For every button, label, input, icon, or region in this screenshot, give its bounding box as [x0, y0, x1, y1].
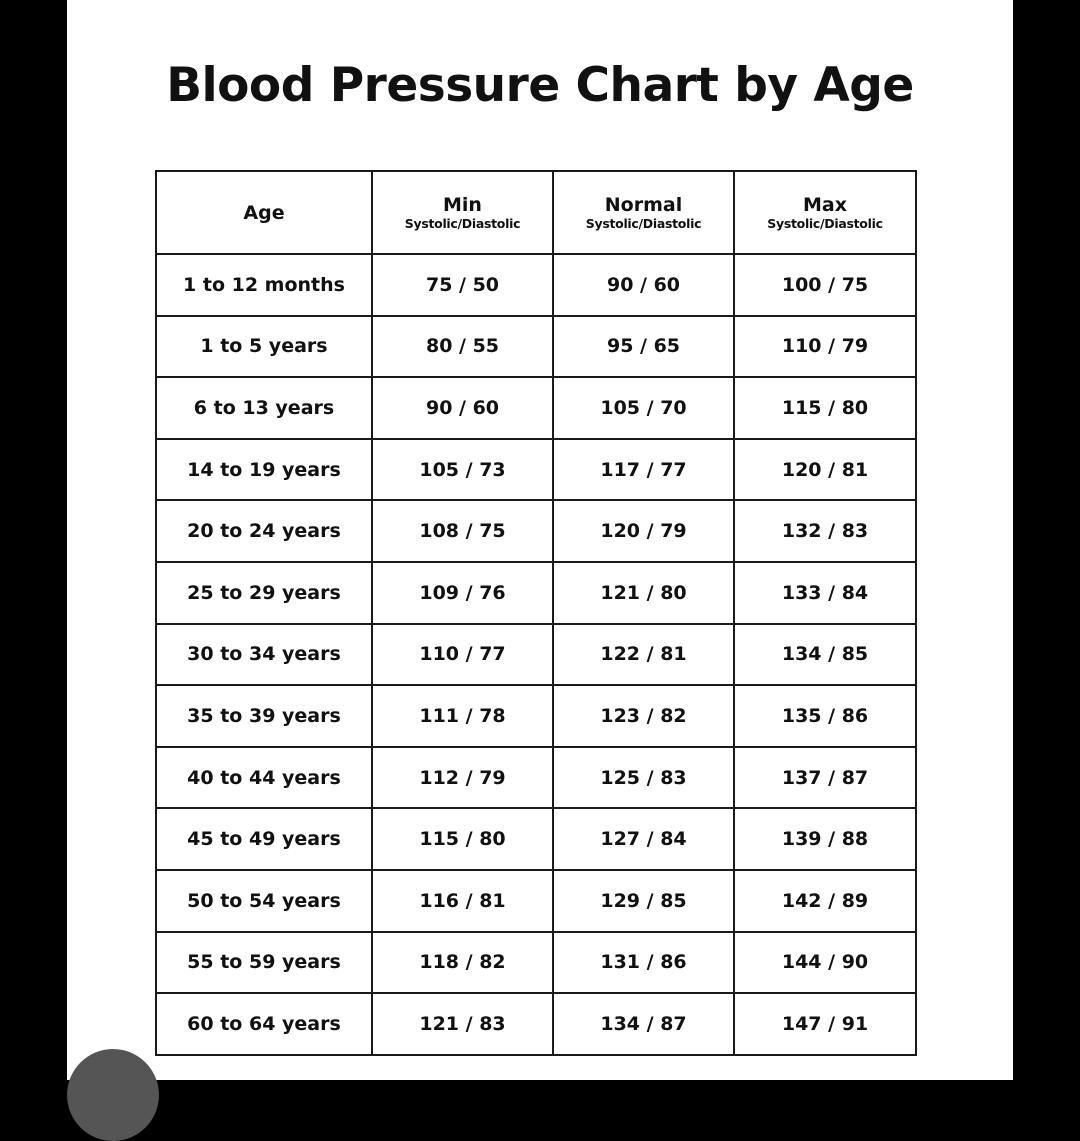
page-title: Blood Pressure Chart by Age [166, 58, 914, 113]
cell-min: 121 / 83 [372, 993, 553, 1055]
cell-normal: 105 / 70 [553, 377, 734, 439]
cell-max: 110 / 79 [734, 316, 916, 378]
cell-max: 137 / 87 [734, 747, 916, 809]
cell-min: 90 / 60 [372, 377, 553, 439]
table-row [156, 254, 916, 316]
header-max-label: Max [803, 193, 847, 216]
cell-age: 1 to 12 months [156, 254, 372, 316]
header-max [734, 171, 916, 254]
cell-normal: 117 / 77 [553, 439, 734, 501]
blood-pressure-table [155, 170, 917, 1056]
cell-min: 105 / 73 [372, 439, 553, 501]
cell-age: 30 to 34 years [156, 624, 372, 686]
cell-normal: 134 / 87 [553, 993, 734, 1055]
cell-age: 40 to 44 years [156, 747, 372, 809]
cell-age: 35 to 39 years [156, 685, 372, 747]
document-page [67, 0, 1013, 1080]
cell-min: 115 / 80 [372, 808, 553, 870]
cell-normal: 131 / 86 [553, 932, 734, 994]
cell-age: 55 to 59 years [156, 932, 372, 994]
cell-normal: 95 / 65 [553, 316, 734, 378]
cell-age: 20 to 24 years [156, 500, 372, 562]
cell-max: 139 / 88 [734, 808, 916, 870]
table-row [156, 747, 916, 809]
cell-min: 110 / 77 [372, 624, 553, 686]
cell-age: 45 to 49 years [156, 808, 372, 870]
cell-min: 111 / 78 [372, 685, 553, 747]
table-row [156, 377, 916, 439]
cell-age: 14 to 19 years [156, 439, 372, 501]
header-max-sub: Systolic/Diastolic [767, 215, 883, 231]
cell-normal: 129 / 85 [553, 870, 734, 932]
cell-age: 1 to 5 years [156, 316, 372, 378]
table-row [156, 439, 916, 501]
header-min-sub: Systolic/Diastolic [404, 215, 521, 231]
header-min-label: Min [443, 193, 482, 216]
table-row [156, 993, 916, 1055]
table-header-row [156, 171, 916, 254]
cell-min: 75 / 50 [372, 254, 553, 316]
header-age-label: Age [243, 201, 285, 224]
cell-max: 142 / 89 [734, 870, 916, 932]
table-row [156, 500, 916, 562]
cell-max: 100 / 75 [734, 254, 916, 316]
cell-max: 144 / 90 [734, 932, 916, 994]
cell-age: 25 to 29 years [156, 562, 372, 624]
cell-max: 115 / 80 [734, 377, 916, 439]
table-row [156, 932, 916, 994]
header-normal-sub: Systolic/Diastolic [585, 215, 702, 231]
cell-normal: 90 / 60 [553, 254, 734, 316]
table-row [156, 624, 916, 686]
cell-max: 132 / 83 [734, 500, 916, 562]
cell-age: 50 to 54 years [156, 870, 372, 932]
cell-max: 133 / 84 [734, 562, 916, 624]
cell-min: 118 / 82 [372, 932, 553, 994]
table-row [156, 808, 916, 870]
cell-normal: 121 / 80 [553, 562, 734, 624]
cell-min: 80 / 55 [372, 316, 553, 378]
cell-normal: 123 / 82 [553, 685, 734, 747]
table-row [156, 316, 916, 378]
cell-normal: 125 / 83 [553, 747, 734, 809]
cell-age: 6 to 13 years [156, 377, 372, 439]
cell-min: 112 / 79 [372, 747, 553, 809]
header-normal-label: Normal [604, 193, 683, 216]
cell-normal: 122 / 81 [553, 624, 734, 686]
cell-max: 120 / 81 [734, 439, 916, 501]
cell-max: 147 / 91 [734, 993, 916, 1055]
cell-min: 109 / 76 [372, 562, 553, 624]
cell-max: 135 / 86 [734, 685, 916, 747]
cell-max: 134 / 85 [734, 624, 916, 686]
floating-button-icon[interactable] [67, 1049, 159, 1141]
cell-normal: 127 / 84 [553, 808, 734, 870]
cell-min: 108 / 75 [372, 500, 553, 562]
header-min [372, 171, 553, 254]
table-row [156, 870, 916, 932]
cell-min: 116 / 81 [372, 870, 553, 932]
cell-age: 60 to 64 years [156, 993, 372, 1055]
cell-normal: 120 / 79 [553, 500, 734, 562]
header-normal [553, 171, 734, 254]
table-row [156, 685, 916, 747]
header-age [156, 171, 372, 254]
table-row [156, 562, 916, 624]
